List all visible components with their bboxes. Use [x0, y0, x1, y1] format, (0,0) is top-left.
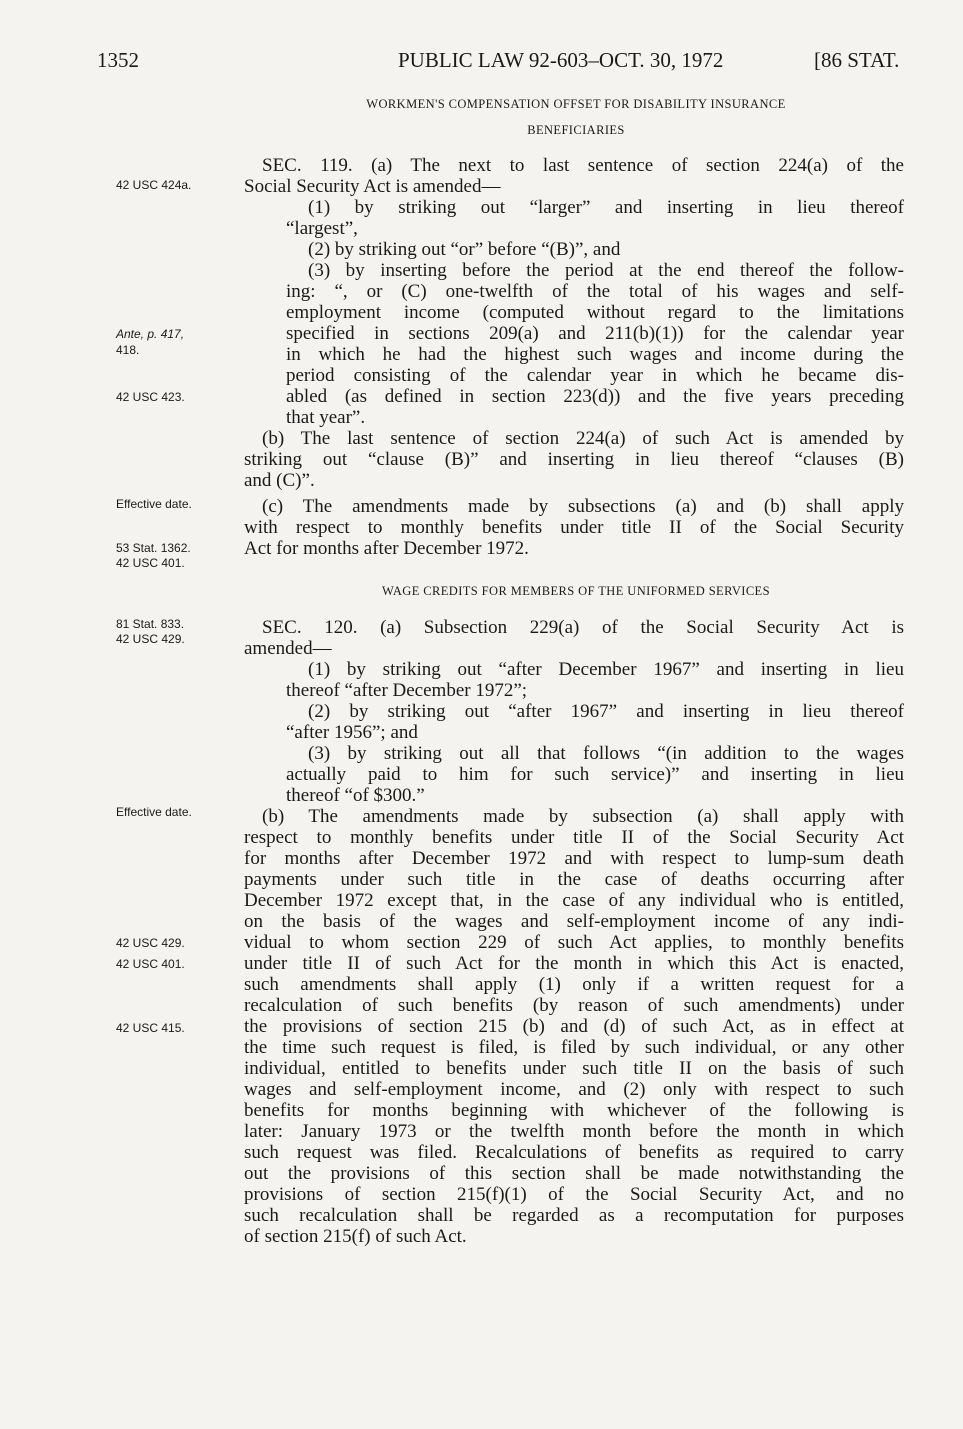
- margin-note: 53 Stat. 1362.: [116, 541, 191, 555]
- text-line: on the basis of the wages and self-employment income of any indi-: [244, 911, 904, 932]
- text-line: recalculation of such benefits (by reason of such amendments) under: [244, 995, 904, 1016]
- text-line: (c) The amendments made by subsections (a) and (b) shall apply: [262, 496, 904, 517]
- text-line: (3) by striking out all that follows “(in addition to the wages: [308, 743, 904, 764]
- margin-note: 42 USC 415.: [116, 1021, 185, 1035]
- text-line: SEC. 119. (a) The next to last sentence of section 224(a) of the: [262, 155, 904, 176]
- section-120-heading: WAGE CREDITS FOR MEMBERS OF THE UNIFORMED SERVICES: [382, 584, 770, 598]
- margin-note: 418.: [116, 343, 140, 357]
- text-line: abled (as defined in section 223(d)) and the five years preceding: [286, 386, 904, 407]
- margin-note: 42 USC 429.: [116, 632, 185, 646]
- text-line: “after 1956”; and: [286, 722, 418, 743]
- text-line: under title II of such Act for the month in which this Act is enacted,: [244, 953, 904, 974]
- text-line: that year”.: [286, 407, 366, 428]
- text-line: and (C)”.: [244, 470, 315, 491]
- text-line: (1) by striking out “after December 1967” and inserting in lieu: [308, 659, 904, 680]
- text-line: the time such request is filed, is filed by such individual, or any other: [244, 1037, 904, 1058]
- text-line: (b) The amendments made by subsection (a) shall apply with: [262, 806, 904, 827]
- text-line: (b) The last sentence of section 224(a) of such Act is amended by: [262, 428, 904, 449]
- text-line: (1) by striking out “larger” and inserting in lieu thereof: [308, 197, 904, 218]
- text-line: respect to monthly benefits under title II of the Social Security Act: [244, 827, 904, 848]
- text-line: (2) by striking out “or” before “(B)”, and: [308, 239, 621, 260]
- margin-note: Effective date.: [116, 497, 192, 511]
- text-line: individual, entitled to benefits under such title II on the basis of such: [244, 1058, 904, 1079]
- text-line: in which he had the highest such wages and income during the: [286, 344, 904, 365]
- section-119-heading-line-1: WORKMEN'S COMPENSATION OFFSET FOR DISABILITY INSURANCE: [366, 97, 786, 111]
- text-line: such recalculation shall be regarded as a recomputation for purposes: [244, 1205, 904, 1226]
- text-line: employment income (computed without regard to the limitations: [286, 302, 904, 323]
- text-line: later: January 1973 or the twelfth month before the month in which: [244, 1121, 904, 1142]
- text-line: (3) by inserting before the period at the end thereof the follow-: [308, 260, 904, 281]
- text-line: (2) by striking out “after 1967” and inserting in lieu thereof: [308, 701, 904, 722]
- margin-note: 42 USC 401.: [116, 556, 185, 570]
- text-line: with respect to monthly benefits under title II of the Social Security: [244, 517, 904, 538]
- text-line: such request was filed. Recalculations of benefits as required to carry: [244, 1142, 904, 1163]
- text-line: December 1972 except that, in the case of any individual who is entitled,: [244, 890, 904, 911]
- text-line: specified in sections 209(a) and 211(b)(1)) for the calendar year: [286, 323, 904, 344]
- margin-note: 42 USC 423.: [116, 390, 185, 404]
- text-line: provisions of section 215(f)(1) of the Social Security Act, and no: [244, 1184, 904, 1205]
- margin-note: Ante, p. 417,: [116, 327, 185, 341]
- text-line: striking out “clause (B)” and inserting in lieu thereof “clauses (B): [244, 449, 904, 470]
- margin-note: 42 USC 429.: [116, 936, 185, 950]
- statute-reference: [86 STAT.: [814, 48, 900, 72]
- text-line: benefits for months beginning with whichever of the following is: [244, 1100, 904, 1121]
- section-119-heading-line-2: BENEFICIARIES: [527, 123, 625, 137]
- text-line: wages and self-employment income, and (2) only with respect to such: [244, 1079, 904, 1100]
- margin-note: Effective date.: [116, 805, 192, 819]
- text-line: Social Security Act is amended—: [244, 176, 501, 197]
- text-line: of section 215(f) of such Act.: [244, 1226, 467, 1247]
- text-line: for months after December 1972 and with respect to lump-sum death: [244, 848, 904, 869]
- text-line: such amendments shall apply (1) only if a written request for a: [244, 974, 904, 995]
- text-line: the provisions of section 215 (b) and (d) of such Act, as in effect at: [244, 1016, 904, 1037]
- text-line: out the provisions of this section shall be made notwithstanding the: [244, 1163, 904, 1184]
- text-line: Act for months after December 1972.: [244, 538, 529, 559]
- text-line: “largest”,: [286, 218, 358, 239]
- text-line: actually paid to him for such service)” and inserting in lieu: [286, 764, 904, 785]
- margin-note: 42 USC 424a.: [116, 178, 192, 192]
- margin-note: 81 Stat. 833.: [116, 617, 185, 631]
- margin-note: 42 USC 401.: [116, 957, 185, 971]
- page-title: PUBLIC LAW 92-603–OCT. 30, 1972: [398, 48, 724, 72]
- text-line: period consisting of the calendar year in which he became dis-: [286, 365, 904, 386]
- text-line: thereof “of $300.”: [286, 785, 425, 806]
- text-line: vidual to whom section 229 of such Act applies, to monthly benefits: [244, 932, 904, 953]
- text-line: amended—: [244, 638, 332, 659]
- text-line: SEC. 120. (a) Subsection 229(a) of the Social Security Act is: [262, 617, 904, 638]
- text-line: thereof “after December 1972”;: [286, 680, 528, 701]
- page-number: 1352: [97, 48, 139, 72]
- text-line: payments under such title in the case of deaths occurring after: [244, 869, 904, 890]
- text-line: ing: “, or (C) one-twelfth of the total of his wages and self-: [286, 281, 904, 302]
